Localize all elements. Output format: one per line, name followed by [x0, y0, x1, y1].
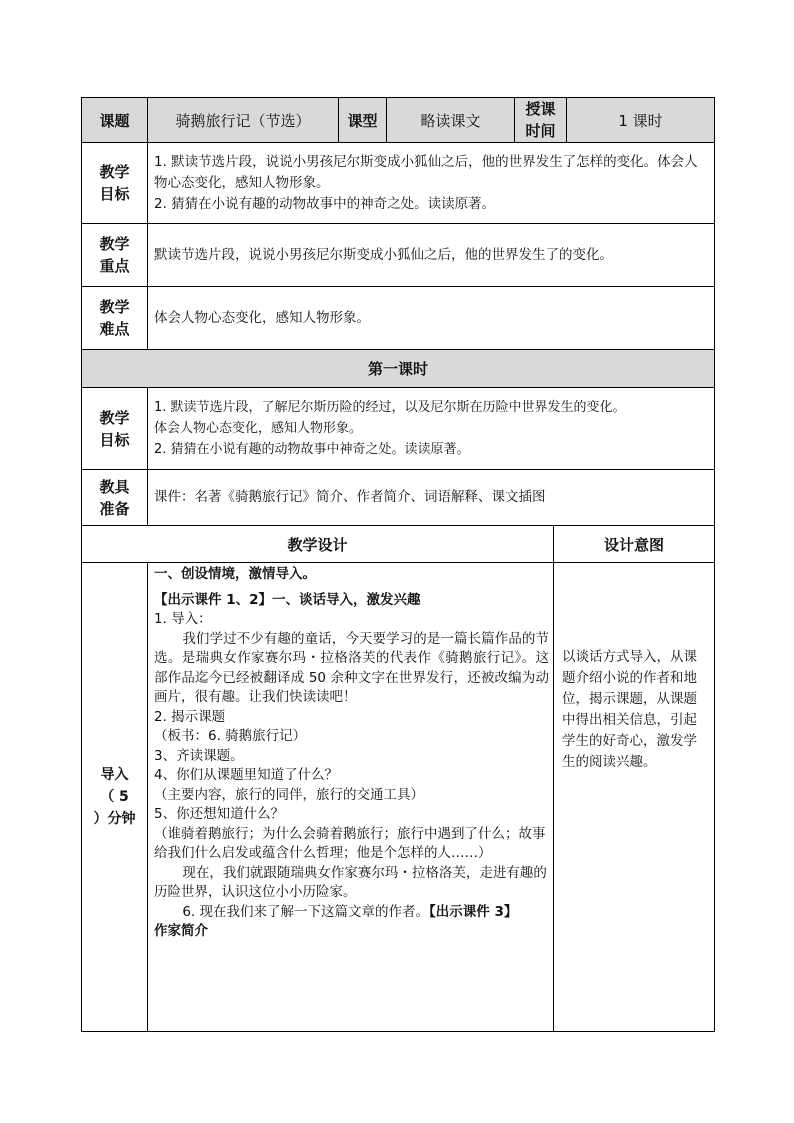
section-title: 第一课时 — [82, 350, 715, 388]
step-1: 1. 导入： — [154, 611, 212, 627]
stage-line1: 导入 — [100, 767, 129, 783]
period-goals-row — [82, 388, 715, 470]
step-3: 3、齐读课题。 — [154, 747, 244, 764]
difficulties-label — [82, 287, 148, 350]
goals-row — [82, 143, 715, 224]
stage-label — [82, 563, 148, 1032]
section-row — [82, 350, 715, 388]
key-points-label-line1: 教学 — [99, 235, 130, 253]
goals-label-line1: 教学 — [99, 163, 130, 181]
step-1-text: 我们学过不少有趣的童话，今天要学习的是一篇长篇作品的节选。是瑞典女作家赛尔玛・拉格洛芙的代表作《骑鹅旅行记》。这部作品迄今已经被翻译成 50 余种文字在世界发行，还被改编为动画片，很有趣。让我们快读读吧！ — [154, 630, 549, 705]
stage-line3: ）分钟 — [93, 811, 136, 827]
design-header: 教学设计 — [82, 526, 554, 563]
step-2: 2. 揭示课题 — [154, 708, 226, 725]
period-goals-label-line1: 教学 — [99, 408, 130, 427]
lesson-body-row — [82, 563, 715, 1032]
step-6 — [154, 903, 549, 923]
type-label: 课型 — [339, 98, 387, 143]
key-points-row — [82, 224, 715, 287]
goals-line1: 1. 默读节选片段，说说小男孩尼尔斯变成小狐仙之后，他的世界发生了怎样的变化。体会人物心态变化，感知人物形象。 — [154, 153, 698, 191]
design-intent-cell — [554, 563, 715, 1032]
period-goals-label-line2: 目标 — [99, 430, 130, 449]
period-goals-text — [148, 388, 715, 470]
goals-line2: 2. 猜猜在小说有趣的动物故事中的神奇之处。读读原著。 — [154, 195, 496, 212]
goals-label-line2: 目标 — [99, 185, 130, 203]
author-intro-heading: 作家简介 — [154, 923, 208, 939]
key-points-label-line2: 重点 — [99, 257, 130, 275]
step-2-note: （板书：6. 骑鹅旅行记） — [154, 728, 307, 744]
goals-text — [148, 143, 715, 224]
difficulties-label-line2: 难点 — [99, 320, 130, 338]
hours-label — [515, 98, 567, 143]
period-goals-line2: 体会人物心态变化，感知人物形象。 — [154, 421, 363, 436]
goals-label — [82, 143, 148, 224]
header-row — [82, 98, 715, 143]
period-goals-line1: 1. 默读节选片段，了解尼尔斯历险的经过，以及尼尔斯在历险中世界发生的变化。 — [154, 400, 626, 415]
difficulties-label-line1: 教学 — [99, 298, 130, 316]
period-goals-line3: 2. 猜猜在小说有趣的动物故事中神奇之处。读读原著。 — [154, 442, 470, 457]
hours-label-line2: 时间 — [525, 122, 556, 140]
teaching-design-cell — [148, 563, 554, 1032]
design-header-row — [82, 526, 715, 563]
courseware-3: 【出示课件 3】 — [429, 903, 518, 920]
transition-text: 现在，我们就跟随瑞典女作家赛尔玛・拉格洛芙，走进有趣的历险世界，认识这位小小历险家。 — [154, 864, 547, 900]
period-goals-label — [82, 388, 148, 470]
step-4: 4、你们从课题里知道了什么？ — [154, 767, 339, 783]
hours-label-line1: 授课 — [525, 100, 556, 118]
step-4-note: （主要内容，旅行的同伴，旅行的交通工具） — [154, 786, 424, 803]
lesson-plan-table — [81, 97, 715, 1032]
key-points-text: 默读节选片段，说说小男孩尼尔斯变成小狐仙之后，他的世界发生了的变化。 — [148, 224, 715, 287]
difficulties-text: 体会人物心态变化，感知人物形象。 — [148, 287, 715, 350]
key-points-label — [82, 224, 148, 287]
section-heading: 一、创设情境，激情导入。 — [154, 566, 316, 582]
step-6-text: 6. 现在我们来了解一下这篇文章的作者。 — [182, 903, 430, 920]
topic-value: 骑鹅旅行记（节选） — [148, 98, 339, 143]
difficulties-row — [82, 287, 715, 350]
design-intent-text: 以谈话方式导入，从课题介绍小说的作者和地位，揭示课题，从课题中得出相关信息，引起学生的好奇心，激发学生的阅读兴趣。 — [562, 649, 697, 770]
materials-label-line2: 准备 — [99, 499, 130, 518]
materials-row — [82, 470, 715, 526]
stage-line2: （ 5 — [100, 789, 129, 805]
step-5: 5、你还想知道什么？ — [154, 806, 285, 822]
courseware-1-2: 【出示课件 1、2】一、谈话导入，激发兴趣 — [154, 591, 421, 608]
intent-header: 设计意图 — [554, 526, 715, 563]
step-5-note: （谁骑着鹅旅行；为什么会骑着鹅旅行；旅行中遇到了什么；故事给我们什么启发或蕴含什么哲理；他是个怎样的人……） — [154, 825, 546, 861]
materials-label — [82, 470, 148, 526]
materials-text: 课件：名著《骑鹅旅行记》简介、作者简介、词语解释、课文插图 — [148, 470, 715, 526]
hours-value: 1 课时 — [567, 98, 715, 143]
type-value: 略读课文 — [387, 98, 515, 143]
topic-label: 课题 — [82, 98, 148, 143]
materials-label-line1: 教具 — [99, 477, 130, 496]
